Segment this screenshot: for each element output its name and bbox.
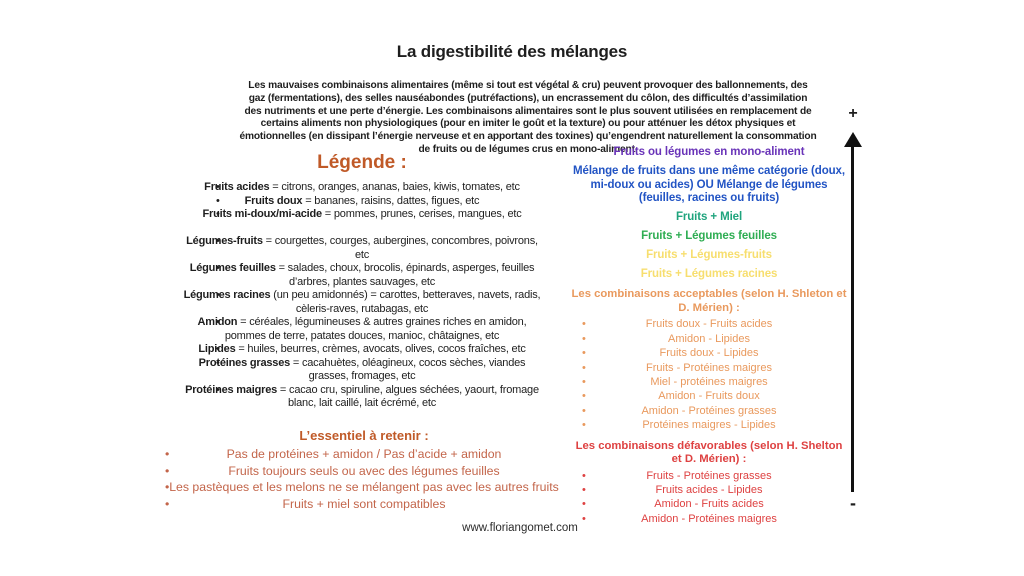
plus-label: + [848, 105, 858, 122]
legend-item-fruits-acides: • Fruits acides = citrons, oranges, ananas, baies, kiwis, tomates, etc [178, 181, 546, 195]
acceptable-combos-section [570, 288, 848, 432]
legend-item-fruits-midoux: • Fruits mi-doux/mi-acide = pommes, prunes, cerises, mangues, etc [178, 208, 546, 222]
scale-level-fruits-legumes-fruits: Fruits + Légumes-fruits [646, 248, 772, 261]
unfavorable-combos-list [570, 469, 848, 527]
legend-item-proteines-maigres: • Protéines maigres = cacao cru, spiruline, algues séchées, yaourt, fromage blanc, lait caillé, lait écrémé, etc [178, 384, 546, 411]
legend-item-proteines-grasses: • Protéines grasses = cacahuètes, oléagineux, cocos sèches, viandes grasses, fromages, etc [178, 357, 546, 384]
acceptable-combos-heading: Les combinaisons acceptables (selon H. Shleton et D. Mérien) : [571, 288, 847, 314]
combo-item: • Miel - protéines maigres [570, 375, 848, 389]
scale-level-fruits-legumes-feuilles: Fruits + Légumes feuilles [641, 229, 777, 242]
unfavorable-combos-heading: Les combinaisons défavorables (selon H. Shelton et D. Mérien) : [575, 439, 843, 466]
combo-item: • Amidon - Protéines grasses [570, 404, 848, 418]
legend-item-legumes-feuilles: • Légumes feuilles = salades, choux, brocolis, épinards, asperges, feuilles d’arbres, plantes sauvages, etc [178, 262, 546, 289]
legend-heading: Légende : [317, 152, 407, 173]
combo-item: • Amidon - Lipides [570, 332, 848, 346]
acceptable-combos-list [570, 317, 848, 432]
scale-level-fruits-miel: Fruits + Miel [675, 211, 743, 224]
legend-item-legumes-racines: • Légumes racines (un peu amidonnés) = carottes, betteraves, navets, radis, cèleris-raves, rutabagas, etc [178, 289, 546, 316]
combo-item: • Protéines maigres - Lipides [570, 418, 848, 432]
essential-item: • Fruits + miel sont compatibles [133, 496, 595, 513]
unfavorable-combos-section [570, 440, 848, 527]
scale-level-mono-aliment: Fruits ou légumes en mono-aliment [613, 146, 805, 158]
combo-item: • Fruits doux - Lipides [570, 346, 848, 360]
legend-item-amidon: • Amidon = céréales, légumineuses & autres graines riches en amidon, pommes de terre, patates douces, manioc, châtaignes, etc [178, 316, 546, 343]
combo-item: • Amidon - Fruits acides [570, 497, 848, 511]
legend-item-lipides: • Lipides = huiles, beurres, crèmes, avocats, olives, cocos fraîches, etc [178, 343, 546, 357]
essentials-heading: L’essentiel à retenir : [299, 428, 429, 443]
legend-item-legumes-fruits: • Légumes-fruits = courgettes, courges, aubergines, concombres, poivrons, etc [178, 235, 546, 262]
essentials-list [133, 446, 595, 512]
digestibility-scale [570, 146, 848, 526]
legend-item-fruits-doux: • Fruits doux = bananes, raisins, dattes, figues, etc [178, 195, 546, 209]
combo-item: • Fruits - Protéines grasses [570, 469, 848, 483]
combo-item: • Fruits acides - Lipides [570, 483, 848, 497]
scale-level-fruits-legumes-racines: Fruits + Légumes racines [640, 267, 778, 280]
combo-item: • Fruits doux - Fruits acides [570, 317, 848, 331]
essential-item: • Les pastèques et les melons ne se mélangent pas avec les autres fruits [133, 479, 595, 496]
scale-level-meme-categorie: Mélange de fruits dans une même catégorie (doux, mi-doux ou acides) OU Mélange de légumes (feuilles, racines ou fruits) [573, 164, 845, 205]
website-url: www.floriangomet.com [462, 522, 578, 534]
scale-arrow [836, 105, 870, 525]
page-title: La digestibilité des mélanges [396, 42, 628, 62]
legend-section [148, 152, 576, 411]
essentials-section [133, 428, 595, 512]
minus-label: - [850, 493, 856, 513]
legend-list [148, 181, 576, 411]
essential-item: • Pas de protéines + amidon / Pas d’acide + amidon [133, 446, 595, 463]
combo-item: • Amidon - Fruits doux [570, 389, 848, 403]
combo-item: • Amidon - Protéines maigres [570, 512, 848, 526]
essential-item: • Fruits toujours seuls ou avec des légumes feuilles [133, 463, 595, 480]
arrow-line [851, 145, 854, 492]
intro-paragraph: Les mauvaises combinaisons alimentaires (même si tout est végétal & cru) peuvent provoquer des ballonnements, des gaz (fermentations), des selles nauséabondes (putréfactions), un encrassement du côlon, des difficultés d’assimilation des nutriments et une perte d’énergie. Les combinaisons alimentaires sont le plus souvent utilisées en remplacement de certains aliments non physiologiques (pour en imiter le goût et la texture) ou pour atténuer les détox physiques et émotionnelles (en dissipant l’énergie nerveuse et en apportant des toxines) qu’engendrent naturellement la consommation de fruits ou de légumes crus en mono-aliment. [239, 80, 817, 155]
combo-item: • Fruits - Protéines maigres [570, 361, 848, 375]
